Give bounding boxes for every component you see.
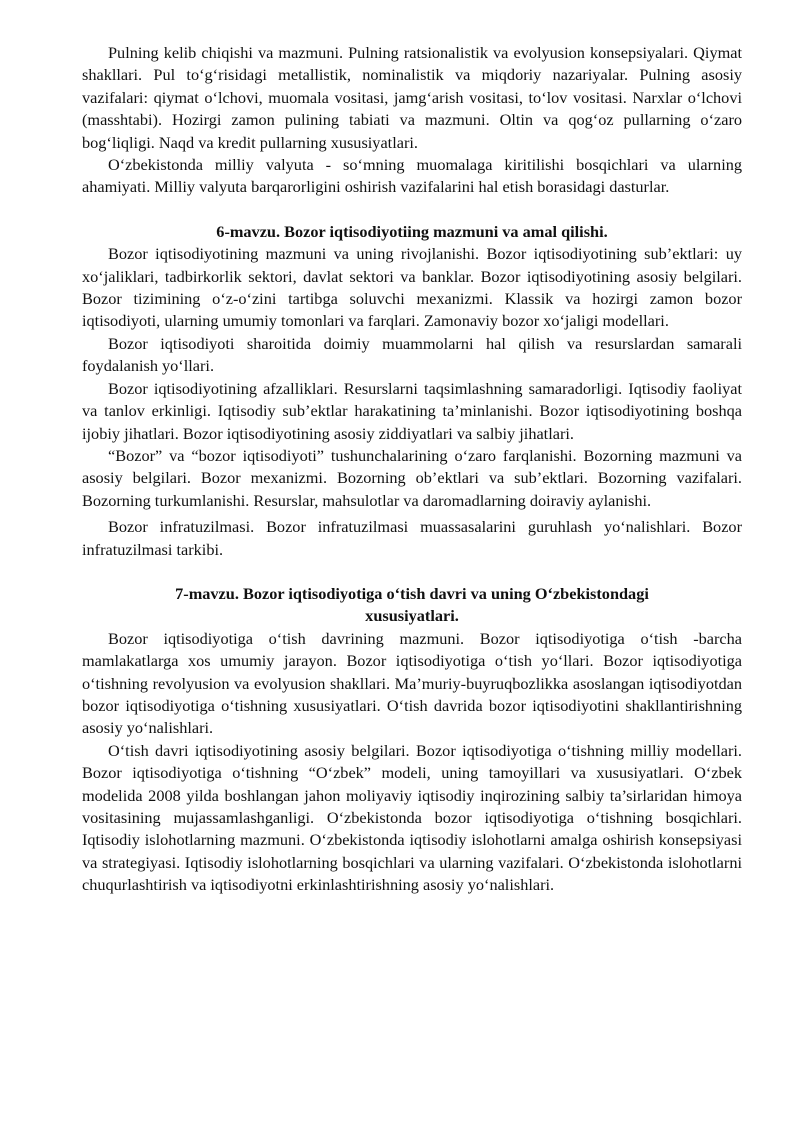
intro-paragraph: O‘zbekistonda milliy valyuta - so‘mning muomalaga kiritilishi bosqichlari va ularning ahamiyati. Milliy valyuta barqarorligini oshirish vazifalarini hal etish borasidagi dasturlar. bbox=[82, 155, 742, 197]
section-6-paragraph: Bozor iqtisodiyotining mazmuni va uning rivojlanishi. Bozor iqtisodiyotining sub’ektlari: uy xo‘jaliklari, tadbirkorlik sektori, davlat sektori va banklar. Bozor iqtisodiyotining asosiy belgilari. Bozor tizimining o‘z-o‘zini tartibga soluvchi mexanizmi. Klassik va hozirgi zamon bozor iqtisodiyoti, ularning umumiy tomonlari va farqlari. Zamonaviy bozor xo‘jaligi modellari. bbox=[82, 244, 742, 331]
section-spacer bbox=[82, 199, 742, 221]
section-6-paragraph: Bozor infratuzilmasi. Bozor infratuzilmasi muassasalarini guruhlash yo‘nalishlari. Bozor infratuzilmasi tarkibi. bbox=[82, 517, 742, 559]
intro-paragraph: Pulning kelib chiqishi va mazmuni. Pulning ratsionalistik va evolyusion konsepsiyalari. Qiymat shakllari. Pul to‘g‘risidagi metallistik, nominalistik va miqdoriy nazariyalar. Pulning asosiy vazifalari: qiymat o‘lchovi, muomala vositasi, jamg‘arish vositasi, to‘lov vositasi. Narxlar o‘lchovi (masshtabi). Hozirgi zamon pulining tabiati va mazmuni. Oltin va qog‘oz pullarning o‘zaro bog‘liqligi. Naqd va kredit pullarning xususiyatlari. bbox=[82, 43, 742, 152]
section-6-paragraph: Bozor iqtisodiyotining afzalliklari. Resurslarni taqsimlashning samaradorligi. Iqtisodiy faoliyat va tanlov erkinligi. Iqtisodiy sub’ektlar harakatining ta’minlanishi. Bozor iqtisodiyotining boshqa ijobiy jihatlari. Bozor iqtisodiyotining asosiy ziddiyatlari va salbiy jihatlari. bbox=[82, 378, 742, 443]
section-spacer bbox=[82, 561, 742, 583]
section-6-heading: 6-mavzu. Bozor iqtisodiyotiing mazmuni va amal qilishi. bbox=[216, 221, 608, 241]
section-7-heading-line: 7-mavzu. Bozor iqtisodiyotiga o‘tish davri va uning O‘zbekistondagi bbox=[175, 583, 649, 603]
section-7-paragraph: Bozor iqtisodiyotiga o‘tish davrining mazmuni. Bozor iqtisodiyotiga o‘tish -barcha mamlakatlarga xos umumiy jarayon. Bozor iqtisodiyotiga o‘tish yo‘llari. Bozor iqtisodiyotiga o‘tishning revolyusion va evolyusion shakllari. Ma’muriy-buyruqbozlikka asoslangan iqtisodiyotdan bozor iqtisodiyotiga o‘tishning xususiyatlari. O‘tish davrida bozor iqtisodiyotini shakllantirishning asosiy yo‘nalishlari. bbox=[82, 628, 742, 738]
section-7-paragraph: O‘tish davri iqtisodiyotining asosiy belgilari. Bozor iqtisodiyotiga o‘tishning milliy modellari. Bozor iqtisodiyotiga o‘tishning “O‘zbek” modeli, uning tamoyillari va xususiyatlari. O‘zbek modelida 2008 yilda boshlangan jahon moliyaviy iqtisodiy inqirozining salbiy ta’sirlaridan himoya vositasining mujassamlashganligi. O‘zbekistonda bozor iqtisodiyotiga o‘tishning bosqichlari. Iqtisodiy islohotlarning mazmuni. O‘zbekistonda iqtisodiy islohotlarni amalga oshirish konsepsiyasi va strategiyasi. Iqtisodiy islohotlarning bosqichlari va ularning vazifalari. O‘zbekistonda islohotlarni chuqurlashtirish va iqtisodiyotni erkinlashtirishning asosiy yo‘nalishlari. bbox=[82, 740, 742, 895]
section-7-heading-line: xususiyatlari. bbox=[365, 606, 459, 626]
section-6-paragraph: “Bozor” va “bozor iqtisodiyoti” tushunchalarining o‘zaro farqlanishi. Bozorning mazmuni va asosiy belgilari. Bozor mexanizmi. Bozorning ob’ektlari va sub’ektlari. Bozorning vazifalari. Bozorning turkumlanishi. Resurslar, mahsulotlar va daromadlarning doiraviy aylanishi. bbox=[82, 445, 742, 510]
section-6-paragraph: Bozor iqtisodiyoti sharoitida doimiy muammolarni hal qilish va resurslardan samarali foydalanish yo‘llari. bbox=[82, 333, 742, 376]
section-7-heading bbox=[82, 583, 742, 628]
